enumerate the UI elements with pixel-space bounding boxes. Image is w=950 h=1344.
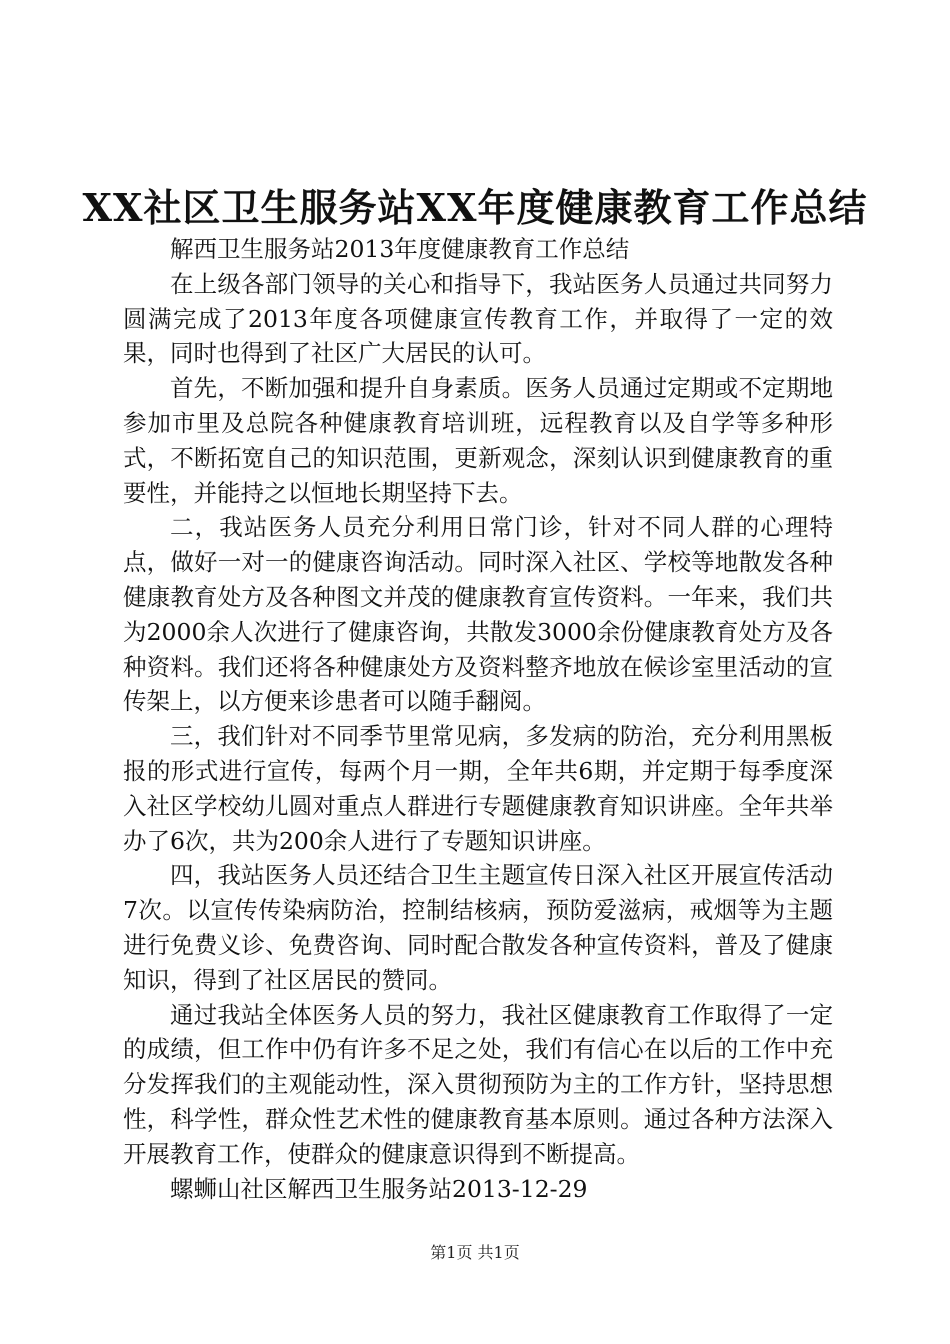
document-subtitle: 解西卫生服务站2013年度健康教育工作总结	[170, 235, 630, 263]
paragraph-second: 二，我站医务人员充分利用日常门诊，针对不同人群的心理特点，做好一对一的健康咨询活动。同时深入社区、学校等地散发各种健康教育处方及各种图文并茂的健康教育宣传资料。一年来，我们共为2000余人次进行了健康咨询，共散发3000余份健康教育处方及各种资料。我们还将各种健康处方及资料整齐地放在候诊室里活动的宣传架上，以方便来诊患者可以随手翻阅。	[123, 513, 833, 716]
paragraph-intro: 在上级各部门领导的关心和指导下，我站医务人员通过共同努力圆满完成了2013年度各项健康宣传教育工作，并取得了一定的效果，同时也得到了社区广大居民的认可。	[123, 269, 833, 368]
page-footer: 第1页 共1页	[430, 1243, 520, 1262]
paragraph-first: 首先，不断加强和提升自身素质。医务人员通过定期或不定期地参加市里及总院各种健康教育培训班，远程教育以及自学等多种形式，不断拓宽自己的知识范围，更新观念，深刻认识到健康教育的重要性，并能持之以恒地长期坚持下去。	[123, 374, 833, 507]
document-body	[123, 232, 833, 1206]
document-title: XX社区卫生服务站XX年度健康教育工作总结	[82, 185, 868, 230]
paragraph-conclusion: 通过我站全体医务人员的努力，我社区健康教育工作取得了一定的成绩，但工作中仍有许多不足之处，我们有信心在以后的工作中充分发挥我们的主观能动性，深入贯彻预防为主的工作方针，坚持思想性，科学性，群众性艺术性的健康教育基本原则。通过各种方法深入开展教育工作，使群众的健康意识得到不断提高。	[123, 1000, 833, 1168]
paragraph-third: 三，我们针对不同季节里常见病，多发病的防治，充分利用黑板报的形式进行宣传，每两个月一期，全年共6期，并定期于每季度深入社区学校幼儿圆对重点人群进行专题健康教育知识讲座。全年共举办了6次，共为200余人进行了专题知识讲座。	[123, 722, 833, 855]
paragraph-fourth: 四，我站医务人员还结合卫生主题宣传日深入社区开展宣传活动7次。以宣传传染病防治，控制结核病，预防爱滋病，戒烟等为主题进行免费义诊、免费咨询、同时配合散发各种宣传资料，普及了健康知识，得到了社区居民的赞同。	[123, 861, 833, 994]
signature-line: 螺蛳山社区解西卫生服务站2013-12-29	[170, 1174, 588, 1203]
